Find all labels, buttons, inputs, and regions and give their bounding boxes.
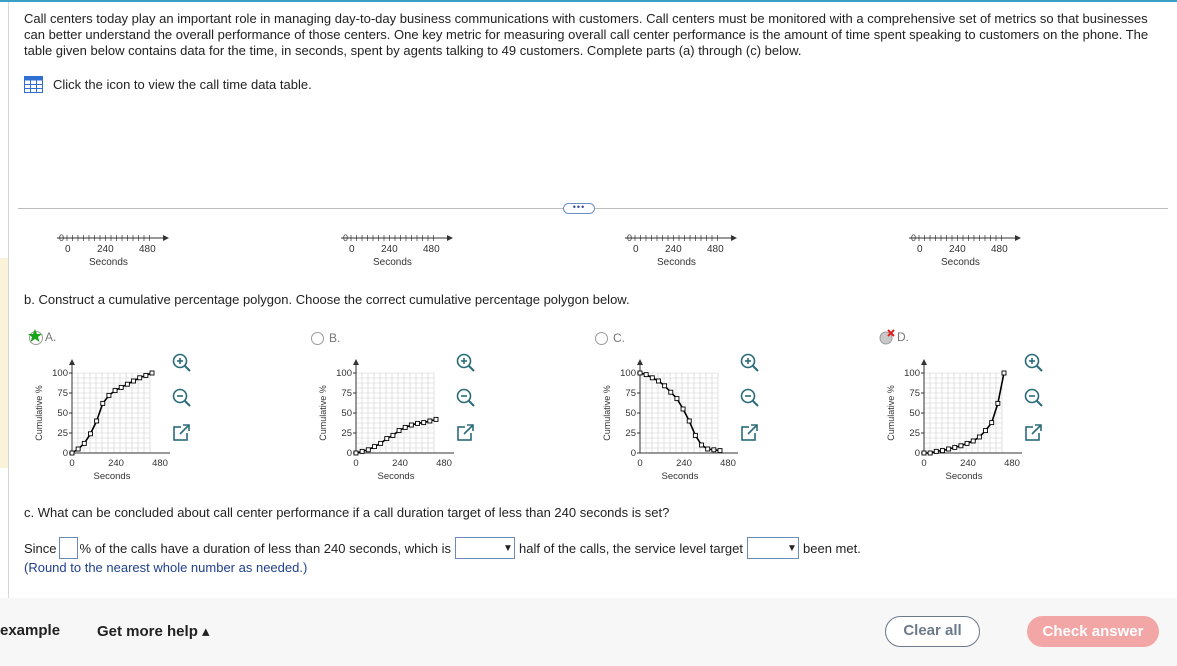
- polygon-point: [125, 382, 129, 386]
- polygon-point: [650, 376, 654, 380]
- polygon-point: [953, 445, 957, 449]
- table-icon[interactable]: [24, 76, 43, 93]
- polygon-point: [638, 371, 642, 375]
- polygon-point: [947, 447, 951, 451]
- mini-axis-3: [623, 226, 743, 268]
- polygon-point: [700, 443, 704, 447]
- y-tick-label: 0: [62, 448, 68, 459]
- polygon-point: [656, 379, 660, 383]
- mini-x-tick: 480: [707, 244, 724, 255]
- y-axis-label: Cumulative %: [886, 385, 896, 441]
- x-axis-label: Seconds: [661, 471, 699, 480]
- x-tick-label: 480: [152, 458, 168, 469]
- polygon-point: [675, 397, 679, 401]
- polygon-point: [409, 423, 413, 427]
- zoom-in-icon[interactable]: [455, 352, 477, 374]
- polygon-point: [996, 401, 1000, 405]
- polygon-point: [644, 373, 648, 377]
- polygon-point: [144, 373, 148, 377]
- option-b[interactable]: [311, 331, 340, 345]
- met-text: been met.: [803, 540, 861, 556]
- polygon-point: [379, 441, 383, 445]
- zoom-out-icon[interactable]: [1023, 387, 1045, 409]
- y-axis-label: Cumulative %: [602, 385, 612, 441]
- y-tick-label: 100: [904, 368, 920, 379]
- option-c-radio[interactable]: [595, 332, 608, 345]
- zoom-out-icon[interactable]: [455, 387, 477, 409]
- top-accent-bar: [0, 0, 1177, 2]
- mini-x-label: Seconds: [941, 257, 980, 268]
- polygon-point: [422, 421, 426, 425]
- zoom-in-icon[interactable]: [171, 352, 193, 374]
- mini-x-tick: 240: [665, 244, 682, 255]
- polygon-point: [107, 393, 111, 397]
- mini-x-label: Seconds: [657, 257, 696, 268]
- polygon-point: [934, 449, 938, 453]
- x-tick-label: 240: [108, 458, 124, 469]
- left-border: [8, 2, 9, 598]
- mini-x-tick: 480: [139, 244, 156, 255]
- open-new-window-icon[interactable]: [1023, 422, 1045, 444]
- y-tick-label: 25: [909, 428, 920, 439]
- answer-sentence: [24, 537, 861, 559]
- incorrect-x-icon: [879, 329, 897, 345]
- y-tick-label: 75: [909, 388, 920, 399]
- y-tick-label: 75: [341, 388, 352, 399]
- data-table-link-text[interactable]: Click the icon to view the call time data table.: [53, 77, 312, 92]
- polygon-point: [113, 389, 117, 393]
- x-tick-label: 240: [392, 458, 408, 469]
- option-d-letter: D.: [897, 330, 909, 344]
- part-b-prompt: b. Construct a cumulative percentage polygon. Choose the correct cumulative percentage polygon below.: [24, 292, 630, 307]
- polygon-point: [922, 451, 926, 455]
- option-b-radio[interactable]: [311, 332, 324, 345]
- y-tick-label: 100: [336, 368, 352, 379]
- polygon-point: [88, 432, 92, 436]
- open-new-window-icon[interactable]: [455, 422, 477, 444]
- x-tick-label: 0: [921, 458, 927, 469]
- check-answer-button[interactable]: Check answer: [1027, 616, 1159, 647]
- get-more-help-button[interactable]: Get more help ▴: [97, 623, 210, 640]
- x-tick-label: 480: [436, 458, 452, 469]
- round-note: (Round to the nearest whole number as needed.): [24, 560, 308, 575]
- y-tick-label: 25: [341, 428, 352, 439]
- polygon-point: [82, 441, 86, 445]
- polygon-point: [416, 421, 420, 425]
- mini-axis-1: [55, 226, 175, 268]
- polygon-point: [132, 379, 136, 383]
- since-text: Since: [24, 540, 57, 556]
- mini-x-tick: 480: [423, 244, 440, 255]
- y-tick-label: 100: [52, 368, 68, 379]
- polygon-point: [718, 449, 722, 453]
- polygon-point: [984, 429, 988, 433]
- y-tick-label: 25: [57, 428, 68, 439]
- polygon-point: [687, 419, 691, 423]
- polygon-point: [101, 401, 105, 405]
- polygon-point: [150, 371, 154, 375]
- polygon-point: [712, 448, 716, 452]
- x-tick-label: 0: [353, 458, 359, 469]
- y-tick-label: 50: [625, 408, 636, 419]
- mini-y-tick: 0: [911, 233, 917, 243]
- mini-y-tick: 0: [627, 233, 633, 243]
- comparison-dropdown[interactable]: [455, 537, 515, 559]
- y-tick-label: 50: [341, 408, 352, 419]
- mini-x-tick: 480: [991, 244, 1008, 255]
- open-new-window-icon[interactable]: [171, 422, 193, 444]
- mini-axis-4: [907, 226, 1027, 268]
- polygon-point: [959, 444, 963, 448]
- dropdown-arrow-icon[interactable]: ▼: [787, 542, 797, 554]
- polygon-point: [138, 376, 142, 380]
- polygon-point: [971, 439, 975, 443]
- percent-answer-input[interactable]: [59, 537, 78, 559]
- polygon-point: [119, 385, 123, 389]
- clear-all-button[interactable]: Clear all: [885, 616, 980, 647]
- cumulative-polygon-a: [30, 355, 170, 480]
- y-tick-label: 0: [914, 448, 920, 459]
- correct-star-icon: [27, 329, 45, 345]
- half-text: half of the calls, the service level target: [518, 540, 743, 556]
- y-tick-label: 75: [57, 388, 68, 399]
- mini-x-tick: 0: [349, 244, 355, 255]
- polygon-point: [940, 449, 944, 453]
- example-button[interactable]: example: [0, 622, 61, 639]
- polygon-point: [366, 448, 370, 452]
- polygon-point: [354, 451, 358, 455]
- option-d[interactable]: [879, 329, 909, 345]
- polygon-point: [403, 425, 407, 429]
- zoom-in-icon[interactable]: [1023, 352, 1045, 374]
- y-tick-label: 50: [57, 408, 68, 419]
- y-tick-label: 25: [625, 428, 636, 439]
- polygon-point: [372, 445, 376, 449]
- option-c-letter: C.: [613, 331, 625, 345]
- polygon-point: [977, 435, 981, 439]
- left-highlight-band: [0, 258, 8, 468]
- polygon-point: [928, 451, 932, 455]
- polygon-point: [385, 437, 389, 441]
- mini-x-tick: 0: [917, 244, 923, 255]
- dropdown-arrow-icon[interactable]: ▼: [503, 542, 513, 554]
- mini-x-label: Seconds: [373, 257, 412, 268]
- pct-text: % of the calls have a duration of less than 240 seconds, which is: [79, 540, 451, 556]
- polygon-point: [669, 390, 673, 394]
- mini-x-tick: 0: [633, 244, 639, 255]
- option-a-letter: A.: [45, 330, 57, 344]
- polygon-point: [434, 417, 438, 421]
- x-tick-label: 480: [720, 458, 736, 469]
- polygon-point: [706, 447, 710, 451]
- data-table-link-row[interactable]: [24, 76, 312, 93]
- x-axis-label: Seconds: [945, 471, 983, 480]
- x-tick-label: 480: [1004, 458, 1020, 469]
- option-c[interactable]: [595, 331, 625, 345]
- x-tick-label: 0: [69, 458, 75, 469]
- polygon-point: [397, 429, 401, 433]
- option-a[interactable]: [27, 329, 56, 345]
- mini-y-tick: 0: [343, 233, 349, 243]
- open-new-window-icon[interactable]: [739, 422, 761, 444]
- polygon-point: [693, 433, 697, 437]
- zoom-out-icon[interactable]: [739, 387, 761, 409]
- polygon-point: [76, 447, 80, 451]
- y-axis-label: Cumulative %: [318, 385, 328, 441]
- x-axis-label: Seconds: [377, 471, 415, 480]
- polygon-point: [428, 419, 432, 423]
- mini-y-tick: 0: [59, 233, 65, 243]
- mini-x-label: Seconds: [89, 257, 128, 268]
- mini-x-tick: 240: [97, 244, 114, 255]
- target-met-dropdown[interactable]: [747, 537, 799, 559]
- option-b-letter: B.: [329, 331, 341, 345]
- y-tick-label: 100: [620, 368, 636, 379]
- mini-axis-2: [339, 226, 459, 268]
- x-axis-label: Seconds: [93, 471, 131, 480]
- y-tick-label: 0: [630, 448, 636, 459]
- polygon-point: [360, 449, 364, 453]
- polygon-point: [965, 441, 969, 445]
- zoom-in-icon[interactable]: [739, 352, 761, 374]
- part-c-prompt: c. What can be concluded about call center performance if a call duration target of less than 240 seconds is set?: [24, 505, 670, 520]
- polygon-point: [681, 407, 685, 411]
- polygon-point: [990, 421, 994, 425]
- polygon-point: [391, 433, 395, 437]
- polygon-point: [663, 384, 667, 388]
- cumulative-polygon-c: [598, 355, 738, 480]
- question-intro: Call centers today play an important role in managing day-to-day business communications with customers. Call centers must be monitored with a comprehensive set of metrics so that businesses can better understand the overall performance of those centers. One key metric for measuring overall call center performance is the amount of time spent speaking to customers on the phone. The table given below contains data for the time, in seconds, spent by agents talking to 49 customers. Complete parts (a) through (c) below.: [24, 11, 1149, 58]
- x-tick-label: 240: [676, 458, 692, 469]
- cumulative-polygon-b: [314, 355, 454, 480]
- y-tick-label: 75: [625, 388, 636, 399]
- x-tick-label: 240: [960, 458, 976, 469]
- expand-ellipsis-button[interactable]: •••: [563, 203, 595, 214]
- y-tick-label: 0: [346, 448, 352, 459]
- y-tick-label: 50: [909, 408, 920, 419]
- polygon-point: [95, 419, 99, 423]
- mini-x-tick: 0: [65, 244, 71, 255]
- mini-x-tick: 240: [949, 244, 966, 255]
- cumulative-polygon-d: [882, 355, 1022, 480]
- zoom-out-icon[interactable]: [171, 387, 193, 409]
- mini-x-tick: 240: [381, 244, 398, 255]
- y-axis-label: Cumulative %: [34, 385, 44, 441]
- polygon-point: [70, 451, 74, 455]
- x-tick-label: 0: [637, 458, 643, 469]
- polygon-point: [1002, 371, 1006, 375]
